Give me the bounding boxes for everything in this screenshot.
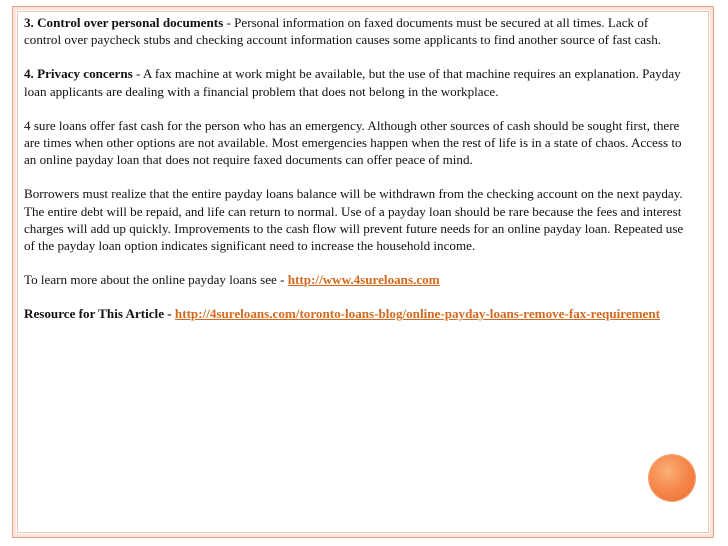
paragraph-heading: 3. Control over personal documents	[24, 15, 224, 30]
paragraph-heading: 4. Privacy concerns	[24, 66, 133, 82]
paragraph-resource	[24, 305, 684, 322]
decorative-circle-icon	[649, 455, 695, 501]
paragraph-body: - Personal information on faxed documents must be secured at all times. Lack of control over paycheck stubs and checking account information causes some applicants to find another source of fast cash.	[24, 15, 662, 48]
paragraph-borrowers	[24, 185, 684, 254]
paragraph-privacy-concerns	[24, 65, 684, 99]
paragraph-fast-cash	[24, 117, 684, 169]
paragraph-body: To learn more about the online payday loans see -	[24, 272, 288, 288]
paragraph-body: - A fax machine at work might be available, but the use of that machine requires an explanation. Payday loan applicants are dealing with a financial problem that does not belong in the workplace.	[24, 66, 681, 99]
paragraph-heading: Resource for This Article -	[24, 306, 175, 322]
resource-link[interactable]: http://4sureloans.com/toronto-loans-blog/online-payday-loans-remove-fax-requirement	[174, 306, 660, 322]
paragraph-control-documents	[24, 14, 684, 48]
paragraph-learn-more	[24, 271, 684, 288]
paragraph-body: 4 sure loans offer fast cash for the person who has an emergency. Although other sources of cash should be sought first, there are times when other options are not available. Most emergencies happen when the rest of life is in a state of chaos. Access to an online payday loan that does not require faxed documents can offer peace of mind.	[24, 117, 682, 168]
website-link[interactable]: http://www.4sureloans.com	[287, 272, 440, 288]
slide-content	[24, 14, 684, 340]
paragraph-body: Borrowers must realize that the entire payday loans balance will be withdrawn from the checking account on the next payday. The entire debt will be repaid, and life can return to normal. Use of a payday loan should be rare because the fees and interest charges will add up quickly. Improvements to the cash flow will prevent future needs for an online payday loan. Repeated use of the payday loan option indicates significant need to increase the household income.	[24, 186, 684, 254]
